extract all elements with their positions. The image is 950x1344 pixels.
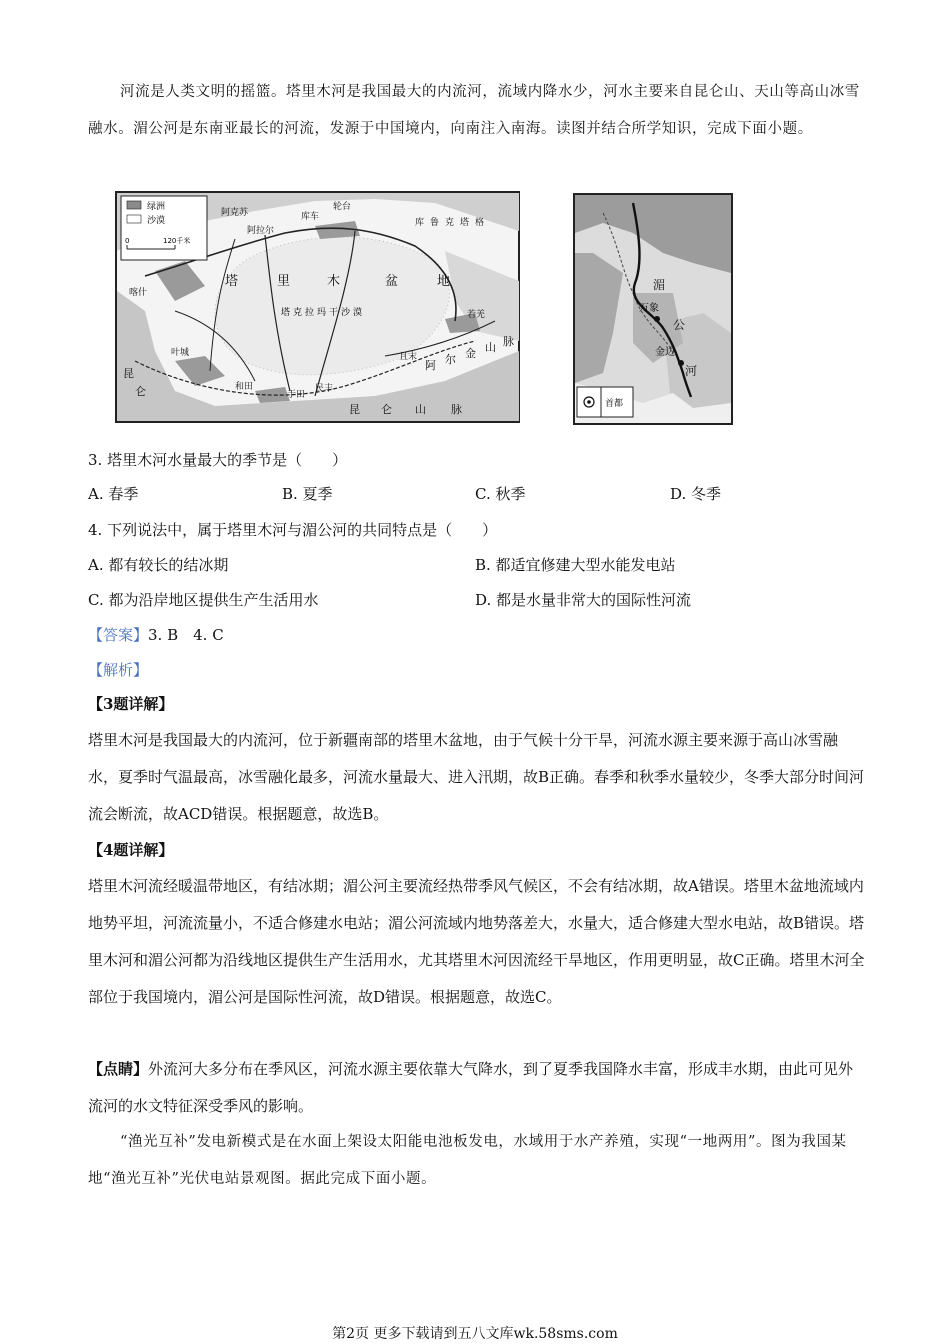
q4-option-b: B. 都适宜修建大型水能发电站	[475, 556, 676, 574]
left-mountain-char-2: 仑	[135, 385, 146, 398]
page-footer: 第2页 更多下载请到五八文库wk.58sms.com	[332, 1326, 618, 1342]
intro-paragraph: 河流是人类文明的摇篮。塔里木河是我国最大的内流河，流域内降水少，河水主要来自昆仑山、天山等高山冰雪融水。湄公河是东南亚最长的河流，发源于中国境内，向南注入南海。读图并结合所学知识，完成下面小题。	[88, 84, 860, 137]
altun-char-3: 金	[465, 347, 476, 360]
altun-char-4: 山	[485, 341, 496, 354]
basin-char-3: 木	[327, 274, 341, 289]
place-kuruktag: 库鲁克塔格	[415, 218, 491, 228]
altun-char-1: 阿	[425, 359, 436, 372]
place-minfeng: 民丰	[315, 384, 334, 394]
desert-label: 塔克拉玛干沙漠	[281, 308, 366, 318]
legend-desert: 沙漠	[147, 216, 166, 226]
q4-option-a: A. 都有较长的结冰期	[88, 556, 229, 574]
q3-detail-text: 塔里木河是我国最大的内流河，位于新疆南部的塔里木盆地，由于气候十分干旱，河流水源主要来源于高山冰雪融水，夏季时气温最高，冰雪融化最多，河流水量最大、进入汛期，故B正确。春季和秋季水量较少，冬季大部分时间河流会断流，故ACD错误。根据题意，故选B。	[88, 731, 865, 823]
place-hetian: 和田	[235, 382, 254, 392]
place-kuche: 库车	[301, 212, 320, 222]
basin-char-2: 里	[277, 274, 291, 289]
mekong-char-2: 公	[673, 318, 686, 332]
kunlun-char-1: 昆	[349, 403, 360, 416]
place-yutian: 于田	[287, 390, 306, 400]
q3-option-c: C. 秋季	[475, 485, 526, 503]
place-alaer: 阿拉尔	[247, 226, 275, 236]
tarim-basin-map	[115, 191, 520, 423]
left-mountain-char-1: 昆	[123, 367, 134, 380]
q3-detail-heading: 【3题详解】	[88, 695, 174, 713]
place-qiemo: 且末	[399, 352, 418, 362]
q4-detail-text: 塔里木河流经暖温带地区，有结冰期；湄公河主要流经热带季风气候区，不会有结冰期，故A错误。塔里木盆地流域内地势平坦，河流流量小，不适合修建水电站；湄公河流域内地势落差大，水量大，适合修建大型水电站，故B错误。塔里木河和湄公河都为沿线地区提供生产生活用水，尤其塔里木河因流经干旱地区，作用更明显，故C正确。塔里木河全部位于我国境内，湄公河是国际性河流，故D错误。根据题意，故选C。	[88, 877, 865, 1006]
place-ruoqiang: 若羌	[467, 310, 486, 320]
answer-tag: 【答案】	[88, 626, 149, 644]
kunlun-char-4: 脉	[451, 403, 462, 416]
q3-option-d: D. 冬季	[670, 485, 722, 503]
kunlun-char-3: 山	[415, 403, 426, 416]
q3-stem: 3. 塔里木河水量最大的季节是（ ）	[88, 451, 348, 469]
next-intro-paragraph: “渔光互补”发电新模式是在水面上架设太阳能电池板发电，水域用于水产养殖，实现“一地两用”。图为我国某地“渔光互补”光伏电站景观图。据此完成下面小题。	[88, 1134, 847, 1187]
basin-char-1: 塔	[225, 274, 239, 289]
analysis-tag: 【解析】	[88, 661, 149, 679]
place-yecheng: 叶城	[171, 348, 190, 358]
basin-char-4: 盆	[385, 274, 399, 289]
answer-text: 3. B 4. C	[148, 626, 224, 644]
place-luntai: 轮台	[333, 202, 352, 212]
mekong-map	[573, 193, 733, 425]
q4-detail-heading: 【4题详解】	[88, 841, 174, 859]
tip-tag: 【点睛】	[88, 1060, 149, 1078]
tip-text: 外流河大多分布在季风区，河流水源主要依靠大气降水，到了夏季我国降水丰富，形成丰水期，由此可见外流河的水文特征深受季风的影响。	[88, 1060, 854, 1115]
q4-stem: 4. 下列说法中，属于塔里木河与湄公河的共同特点是（ ）	[88, 521, 498, 539]
tip-paragraph	[88, 1051, 866, 1125]
place-kashi: 喀什	[129, 288, 148, 298]
mekong-char-3: 河	[685, 364, 698, 378]
place-akesu: 阿克苏	[221, 208, 249, 218]
altun-char-5: 脉	[503, 335, 514, 348]
legend-capital: 首都	[605, 399, 624, 409]
answer-line	[88, 625, 224, 645]
q4-option-d: D. 都是水量非常大的国际性河流	[475, 591, 692, 609]
kunlun-char-2: 仑	[381, 403, 392, 416]
label-phnom-penh: 金边	[655, 347, 675, 358]
mekong-char-1: 湄	[653, 278, 666, 292]
label-vientiane: 万象	[639, 303, 659, 314]
altun-char-2: 尔	[445, 353, 456, 366]
basin-char-5: 地	[437, 274, 451, 289]
legend-oasis: 绿洲	[147, 202, 166, 212]
svg-text:0: 0	[125, 237, 130, 245]
scale-label: 120千米	[163, 237, 191, 245]
q3-option-a: A. 春季	[88, 485, 139, 503]
q4-option-c: C. 都为沿岸地区提供生产生活用水	[88, 591, 319, 609]
q3-option-b: B. 夏季	[282, 485, 333, 503]
